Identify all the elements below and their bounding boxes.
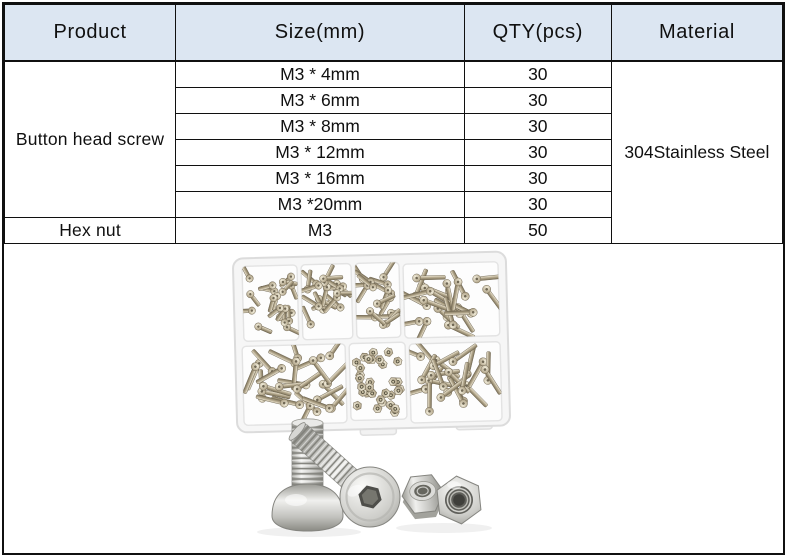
product-spec-sheet [2,2,785,555]
table-row [5,61,783,88]
product-photo-illustration [6,244,781,539]
hex-nut-icon [396,470,492,533]
size-cell-1: M3 * 6mm [176,88,465,114]
qty-cell-3: 30 [464,140,611,166]
product-name-hexnut: Hex nut [5,218,176,244]
col-header-material: Material [611,5,782,62]
qty-cell-1: 30 [464,88,611,114]
col-header-product: Product [5,5,176,62]
size-cell-0: M3 * 4mm [176,61,465,88]
size-cell-3: M3 * 12mm [176,140,465,166]
col-header-size: Size(mm) [176,5,465,62]
qty-cell-2: 30 [464,114,611,140]
qty-cell-0: 30 [464,61,611,88]
col-header-qty: QTY(pcs) [464,5,611,62]
size-cell-6: M3 [176,218,465,244]
size-cell-4: M3 * 16mm [176,166,465,192]
qty-cell-5: 30 [464,192,611,218]
spec-table [4,4,783,244]
size-cell-5: M3 *20mm [176,192,465,218]
size-cell-2: M3 * 8mm [176,114,465,140]
product-photo [4,244,783,553]
material-cell: 304Stainless Steel [611,61,782,244]
product-name-screw: Button head screw [5,61,176,218]
qty-cell-6: 50 [464,218,611,244]
header-row [5,5,783,62]
storage-box-icon [233,251,511,438]
qty-cell-4: 30 [464,166,611,192]
